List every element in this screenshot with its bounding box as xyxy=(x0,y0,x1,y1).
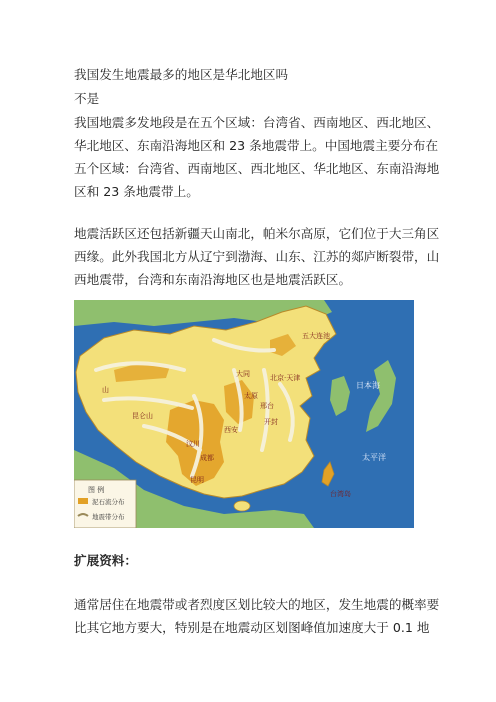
label-datong: 大同 xyxy=(236,370,250,378)
question-text: 我国发生地震最多的地区是华北地区吗 xyxy=(74,67,289,82)
label-beijing-tianjin: 北京·天津 xyxy=(270,374,301,382)
label-kunming: 昆明 xyxy=(190,476,204,484)
label-kaifeng: 开封 xyxy=(264,418,278,426)
answer-text: 不是 xyxy=(74,91,100,106)
paragraph1-line4: 区和 23 条地震带上。 xyxy=(74,184,199,199)
paragraph3-line2: 比其它地方要大，特别是在地震动区划图峰值加速度大于 0.1 地 xyxy=(74,620,430,635)
label-taiyuan: 太原 xyxy=(244,392,258,400)
legend-title: 图 例 xyxy=(88,486,105,494)
label-xingtai: 邢台 xyxy=(260,402,274,410)
legend-item-belt: 地震带分布 xyxy=(92,513,125,521)
section-heading: 扩展资料： xyxy=(74,553,137,568)
label-chengdu: 成都 xyxy=(200,454,214,462)
paragraph2-line1: 地震活跃区还包括新疆天山南北，帕米尔高原，它们位于大三角区 xyxy=(74,226,440,241)
label-wenchuan: 汶川 xyxy=(186,440,200,448)
map-hainan xyxy=(234,501,250,511)
map-legend xyxy=(74,480,136,528)
label-taiwan: 台湾岛 xyxy=(330,490,351,498)
label-wudalianchi: 五大连池 xyxy=(302,332,330,340)
paragraph2-line2: 西缘。此外我国北方从辽宁到渤海、山东、江苏的郯庐断裂带，山 xyxy=(74,249,440,264)
earthquake-map-image xyxy=(74,300,414,528)
legend-item-zone: 泥石流分布 xyxy=(92,498,125,506)
paragraph3-line1: 通常居住在地震带或者烈度区划比较大的地区，发生地震的概率要 xyxy=(74,597,440,612)
label-kunlun: 昆仑山 xyxy=(132,412,153,420)
label-xian: 西安 xyxy=(224,426,238,434)
legend-swatch-zone xyxy=(78,498,88,504)
label-shan: 山 xyxy=(102,386,109,394)
label-japan-sea: 日本海 xyxy=(356,381,380,390)
paragraph1-line3: 五个区域：台湾省、西南地区、西北地区、华北地区、东南沿海地 xyxy=(74,161,440,176)
paragraph1-line2: 华北地区、东南沿海地区和 23 条地震带上。中国地震主要分布在 xyxy=(74,138,439,153)
label-ocean: 太平洋 xyxy=(362,453,386,462)
earthquake-map xyxy=(74,300,414,528)
paragraph2-line3: 西地震带，台湾和东南沿海地区也是地震活跃区。 xyxy=(74,272,352,287)
paragraph1-line1: 我国地震多发地段是在五个区域：台湾省、西南地区、西北地区、 xyxy=(74,115,440,130)
